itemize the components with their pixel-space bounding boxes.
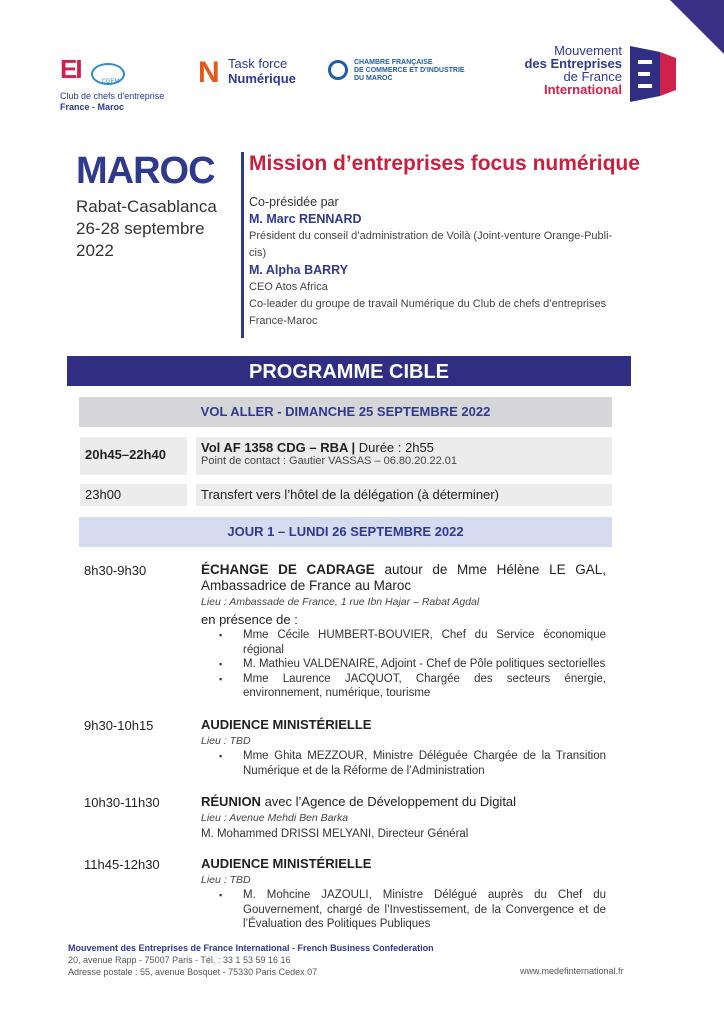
medef-line3: de France bbox=[563, 69, 622, 84]
copresidence bbox=[249, 194, 619, 330]
taskforce-line1: Task force bbox=[228, 56, 288, 71]
jour1-header: JOUR 1 – LUNDI 26 SEPTEMBRE 2022 bbox=[79, 517, 612, 547]
person2-name: M. Alpha BARRY bbox=[249, 263, 349, 277]
city: Rabat-Casablanca bbox=[76, 197, 217, 216]
list-item: ▪ Mme Ghita MEZZOUR, Ministre Déléguée Chargée de la Transition Numérique et de la Réforme de l’Administration bbox=[243, 749, 606, 778]
mission-title: Mission d’entreprises focus numérique bbox=[249, 152, 640, 175]
event3-title: RÉUNION bbox=[201, 794, 261, 809]
flight-duration: Durée : 2h55 bbox=[355, 440, 434, 455]
list-item: ▪ M. Mathieu VALDENAIRE, Adjoint - Chef de Pôle politiques sectorielles bbox=[243, 657, 606, 672]
event2-lieu: Lieu : TBD bbox=[201, 735, 251, 747]
title-divider bbox=[241, 152, 244, 338]
ccifm-logo-icon bbox=[328, 60, 348, 80]
footer-website-link[interactable]: www.medefinternational.fr bbox=[520, 966, 624, 976]
event3-time: 10h30-11h30 bbox=[84, 795, 160, 810]
event1-presence: en présence de : bbox=[201, 612, 298, 627]
footer-address1: 20, avenue Rapp - 75007 Paris - Tél. : 33 1 53 59 16 16 bbox=[68, 955, 291, 965]
person2-role2: Co-leader du groupe de travail Numérique du Club de chefs d’entreprises France-Maroc bbox=[249, 298, 607, 327]
flight-time: 20h45–22h40 bbox=[85, 447, 166, 462]
transfer-text: Transfert vers l’hôtel de la délégation (à déterminer) bbox=[201, 487, 499, 502]
medef-line4: International bbox=[543, 82, 622, 97]
event4-lieu: Lieu : TBD bbox=[201, 874, 251, 886]
event1-lieu: Lieu : Ambassade de France, 1 rue Ibn Hajar – Rabat Agdal bbox=[201, 596, 480, 608]
event2-list bbox=[201, 749, 606, 778]
medef-line2: des Entreprises bbox=[524, 56, 622, 71]
person2-role1: CEO Atos Africa bbox=[249, 281, 328, 293]
flight-label: Vol AF 1358 CDG – RBA | bbox=[201, 440, 356, 455]
event4-time: 11h45-12h30 bbox=[84, 857, 160, 872]
transfer-time-cell bbox=[80, 484, 187, 506]
transfer-text-cell bbox=[196, 484, 612, 506]
footer-org: Mouvement des Entreprises de France International - French Business Confederation bbox=[68, 943, 434, 953]
medef-logo bbox=[486, 44, 622, 96]
footer bbox=[68, 942, 434, 978]
club-line2: France - Maroc bbox=[60, 102, 125, 112]
list-item: ▪ M. Mohcine JAZOULI, Ministre Délégué auprès du Chef du Gouvernement, chargé de l’Investissement, de la Convergence et de l’Évaluation des Politiques Publiques bbox=[243, 888, 606, 932]
event3-lieu: Lieu : Avenue Mehdi Ben Barka bbox=[201, 812, 349, 824]
club-logo bbox=[60, 54, 180, 113]
medef-line1: Mouvement bbox=[554, 43, 622, 58]
taskforce-logo-icon: N bbox=[198, 56, 220, 89]
country-title: MAROC bbox=[76, 150, 215, 192]
taskforce-line2: Numérique bbox=[228, 71, 296, 86]
event1 bbox=[201, 562, 606, 701]
event1-list bbox=[201, 628, 606, 701]
club-line1: Club de chefs d'entreprise bbox=[60, 91, 165, 101]
ccifm-logo bbox=[354, 59, 465, 83]
event1-time: 8h30-9h30 bbox=[84, 563, 147, 578]
taskforce-logo bbox=[228, 56, 296, 86]
list-item: ▪ Mme Cécile HUMBERT-BOUVIER, Chef du Service économique régional bbox=[243, 628, 606, 657]
event3 bbox=[201, 794, 606, 842]
event4 bbox=[201, 856, 606, 932]
event4-list bbox=[201, 888, 606, 932]
vol-aller-header: VOL ALLER - DIMANCHE 25 SEPTEMBRE 2022 bbox=[79, 397, 612, 427]
flight-contact: Point de contact : Gautier VASSAS – 06.80.20.22.01 bbox=[201, 455, 458, 467]
corner-decoration bbox=[670, 0, 724, 54]
person1-name: M. Marc RENNARD bbox=[249, 212, 362, 226]
copresidee-label: Co-présidée par bbox=[249, 195, 339, 209]
ei-logo-mark: EI bbox=[60, 54, 81, 84]
medef-ei-logo-icon bbox=[630, 46, 676, 102]
event2-title: AUDIENCE MINISTÉRIELLE bbox=[201, 717, 372, 732]
ccifm-line2: DE COMMERCE ET D'INDUSTRIE bbox=[354, 67, 465, 74]
footer-address2: Adresse postale : 55, avenue Bosquet - 75330 Paris Cedex 07 bbox=[68, 967, 318, 977]
event2 bbox=[201, 717, 606, 778]
dates: 26-28 septembre bbox=[76, 219, 205, 238]
event3-title-rest: avec l’Agence de Développement du Digital bbox=[260, 794, 517, 809]
event1-title-rest: autour de Mme Hélène LE GAL, Ambassadrice de France au Maroc bbox=[201, 562, 606, 593]
person1-role: Président du conseil d’administration de Voilà (Joint-venture Orange-Publi-cis) bbox=[249, 230, 613, 259]
event1-title: ÉCHANGE DE CADRAGE bbox=[201, 562, 375, 577]
cgem-label: CGEM bbox=[101, 79, 120, 85]
transfer-time: 23h00 bbox=[85, 487, 122, 502]
event3-extra: M. Mohammed DRISSI MELYANI, Directeur Général bbox=[201, 828, 469, 840]
year: 2022 bbox=[76, 241, 114, 260]
flight-details-cell bbox=[196, 437, 612, 475]
list-item: ▪ Mme Laurence JACQUOT, Chargée des secteurs énergie, environnement, numérique, tourisme bbox=[243, 672, 606, 701]
ccifm-line1: CHAMBRE FRANÇAISE bbox=[354, 59, 433, 66]
programme-banner: PROGRAMME CIBLE bbox=[67, 356, 631, 386]
flight-time-cell bbox=[80, 437, 187, 475]
ccifm-line3: DU MAROC bbox=[354, 75, 393, 82]
place-dates bbox=[76, 196, 217, 262]
event2-time: 9h30-10h15 bbox=[84, 718, 154, 733]
event4-title: AUDIENCE MINISTÉRIELLE bbox=[201, 856, 372, 871]
